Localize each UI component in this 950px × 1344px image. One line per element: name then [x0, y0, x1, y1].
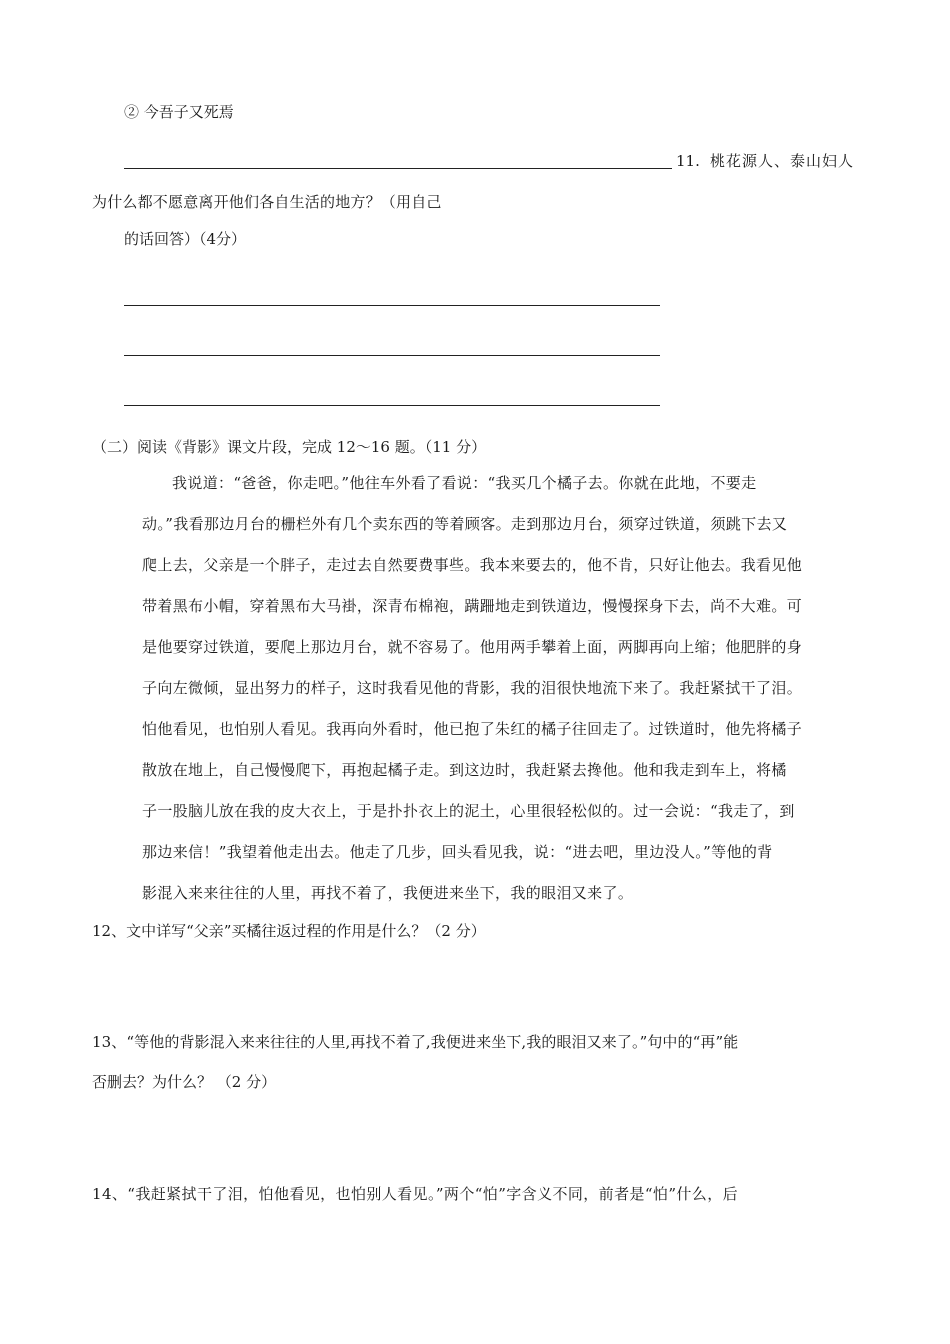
- q10-answer-line: [124, 168, 672, 169]
- passage-line: 怕他看见，也怕别人看见。我再向外看时，他已抱了朱红的橘子往回走了。过铁道时，他先将橘子: [142, 720, 803, 738]
- q11-text-a: 桃花源人、泰山妇人: [710, 152, 855, 170]
- q11-answer-line-3: [124, 405, 660, 406]
- passage-line: 是他要穿过铁道，要爬上那边月台，就不容易了。他用两手攀着上面，两脚再向上缩；他肥胖的身: [142, 638, 803, 656]
- section-2-heading: （二）阅读《背影》课文片段，完成 12～16 题。（11 分）: [92, 438, 487, 456]
- passage-line: 子向左微倾，显出努力的样子，这时我看见他的背影，我的泪很快地流下来了。我赶紧拭干了泪。: [142, 679, 803, 697]
- passage-line: 那边来信！”我望着他走出去。他走了几步，回头看见我，说：“进去吧，里边没人。”等他的背: [142, 843, 773, 861]
- passage-line: 动。”我看那边月台的栅栏外有几个卖东西的等着顾客。走到那边月台，须穿过铁道，须跳下去又: [142, 515, 788, 533]
- passage-line: 影混入来来往往的人里，再找不着了，我便进来坐下，我的眼泪又来了。: [142, 884, 634, 902]
- q10-item-2: ② 今吾子又死焉: [124, 103, 234, 121]
- q13-prompt-line-2: 否删去？为什么？ （2 分）: [92, 1073, 277, 1091]
- q11-number: 11.: [676, 152, 700, 170]
- q13-prompt-line-1: 13、“等他的背影混入来来往往的人里,再找不着了,我便进来坐下,我的眼泪又来了。”句中的“再”能: [92, 1033, 739, 1051]
- passage-line: 带着黑布小帽，穿着黑布大马褂，深青布棉袍，蹒跚地走到铁道边，慢慢探身下去，尚不大难。可: [142, 597, 803, 615]
- q11-answer-line-2: [124, 355, 660, 356]
- q11-text-c: 的话回答）（4分）: [124, 230, 247, 248]
- passage-line: 子一股脑儿放在我的皮大衣上，于是扑扑衣上的泥土，心里很轻松似的。过一会说：“我走了，到: [142, 802, 795, 820]
- passage-line: 爬上去，父亲是一个胖子，走过去自然要费事些。我本来要去的，他不肯，只好让他去。我看见他: [142, 556, 803, 574]
- passage-line: 散放在地上，自己慢慢爬下，再抱起橘子走。到这边时，我赶紧去搀他。他和我走到车上，将橘: [142, 761, 787, 779]
- q14-prompt: 14、“我赶紧拭干了泪，怕他看见，也怕别人看见。”两个“怕”字含义不同，前者是“怕”什么，后: [92, 1185, 739, 1203]
- passage-line: 我说道：“爸爸，你走吧。”他往车外看了看说：“我买几个橘子去。你就在此地，不要走: [172, 474, 757, 492]
- q11-text-b: 为什么都不愿意离开他们各自生活的地方？（用自己: [92, 193, 442, 211]
- q12-prompt: 12、文中详写“父亲”买橘往返过程的作用是什么？（2 分）: [92, 922, 486, 940]
- q11-answer-line-1: [124, 305, 660, 306]
